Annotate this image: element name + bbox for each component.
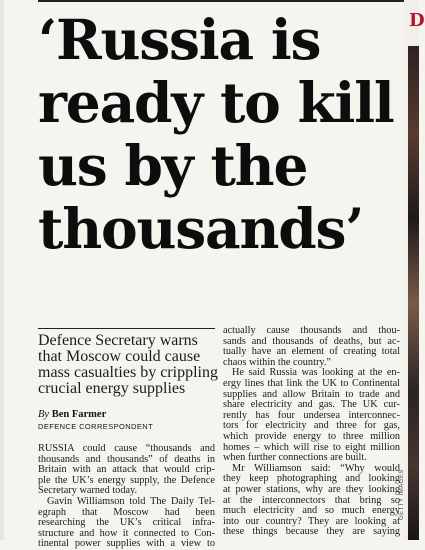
left-column: [38, 328, 218, 550]
body-line: ergy lines that link the UK to Continental: [223, 377, 400, 389]
standfirst-line: Defence Secretary warns: [38, 332, 198, 349]
body-line: structure and how it connected to Con-: [38, 527, 215, 539]
body-line: tinental power supplies with a view to: [38, 538, 215, 550]
body-line: egraph that Moscow had been: [38, 506, 215, 518]
headline-line: us by the: [38, 133, 308, 198]
body-line: when further connections are built.: [223, 452, 367, 464]
body-line: share electricity and gas. The UK cur-: [223, 399, 400, 411]
byline: [38, 409, 215, 421]
body-line: at power stations, why are they looking: [223, 483, 400, 495]
adjacent-photo: [408, 46, 419, 540]
byline-by: By: [38, 409, 50, 420]
photo-credit: GETTY IMAGES: [399, 469, 405, 520]
body-line: which provide energy to three million: [223, 430, 400, 442]
body-line: Gavin Williamson told The Daily Tel-: [47, 495, 215, 507]
headline: [38, 8, 410, 260]
body-line: actually cause thousands and thou-: [223, 325, 400, 336]
body-line: into our country? They are looking at: [223, 515, 400, 527]
standfirst-line: that Moscow could cause: [38, 348, 201, 365]
body-line: homes – which will rise to eight million: [223, 441, 400, 453]
byline-role: DEFENCE CORRESPONDENT: [38, 422, 154, 431]
article-body-left: [38, 444, 215, 550]
body-line: He said Russia was looking at the en-: [232, 367, 400, 379]
body-line: Britain with an attack that would crip-: [38, 464, 215, 476]
body-line: at the interconnectors that bring so: [223, 494, 400, 506]
body-line: much electricity and so much energy: [223, 505, 400, 517]
headline-line: ‘Russia is: [38, 7, 321, 72]
adjacent-headline-letter: D: [409, 10, 425, 31]
page-edge: [0, 0, 4, 540]
body-line: these things because they are saying: [223, 526, 400, 538]
headline-line: thousands’: [38, 196, 364, 261]
top-rule: [38, 0, 404, 2]
body-line: thousands and thousands” of deaths in: [38, 453, 215, 465]
standfirst-line: mass casualties by crippling: [38, 364, 218, 381]
body-line: chaos within the country.”: [223, 356, 331, 368]
body-line: sands and thousands of deaths, but ac-: [223, 335, 400, 347]
standfirst: [38, 332, 218, 397]
body-line: Secretary warned today.: [38, 485, 138, 497]
standfirst-line: crucial energy supplies: [38, 380, 186, 397]
body-line: rently has four undersea interconnec-: [223, 409, 400, 421]
body-line: RUSSIA could cause “thousands and: [38, 443, 215, 454]
body-line: they keep photographing and looking: [223, 473, 400, 485]
body-line: tors for electricity and three for gas,: [223, 420, 400, 432]
right-column: [223, 326, 400, 538]
headline-line: ready to kill: [38, 70, 394, 135]
standfirst-rule: [38, 328, 215, 329]
body-line: supplies and allow Britain to trade and: [223, 388, 400, 400]
body-line: tually have an element of creating total: [223, 346, 400, 358]
body-line: ple the UK’s energy supply, the Defence: [38, 474, 215, 486]
article-body-right: [223, 326, 400, 538]
byline-author: Ben Farmer: [51, 409, 107, 420]
body-line: researching the UK’s critical infra-: [38, 517, 215, 529]
body-line: Mr Williamson said: “Why would: [232, 462, 400, 474]
